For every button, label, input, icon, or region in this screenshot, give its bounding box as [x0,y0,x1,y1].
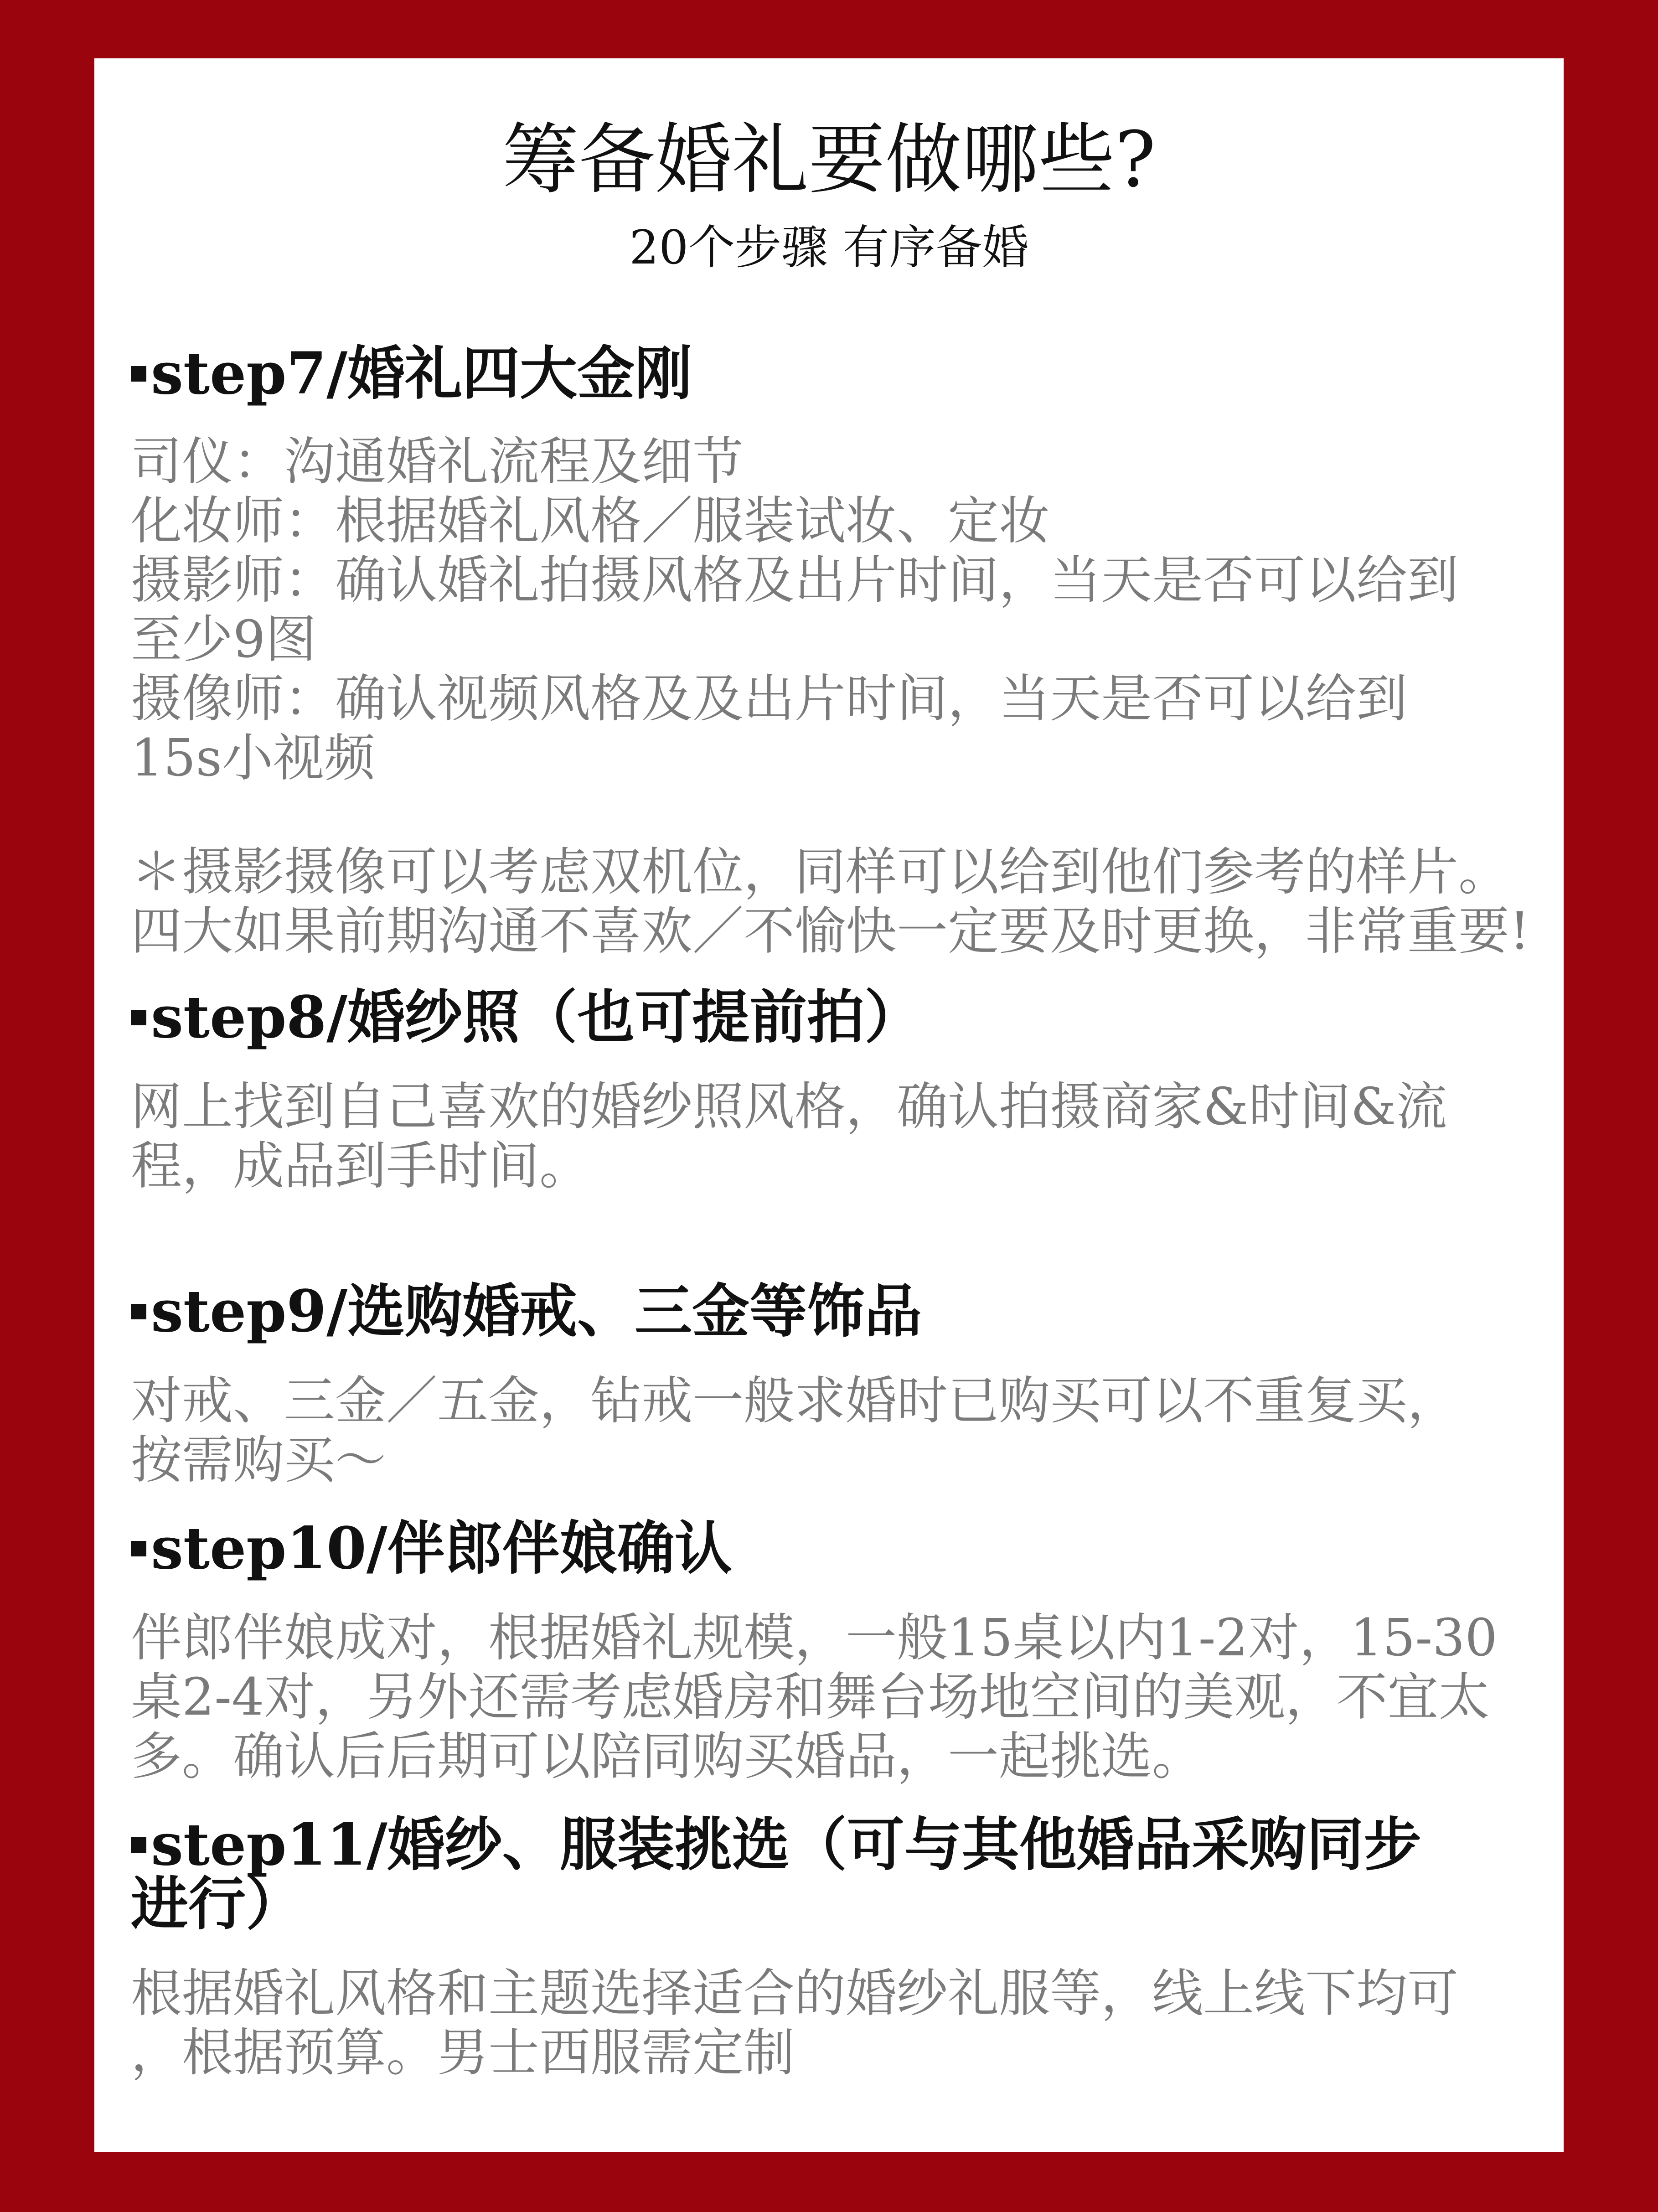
body-line: 摄像师：确认视频风格及及出片时间，当天是否可以给到 [131,669,1407,729]
section-heading-step10: step10/伴郎伴娘确认 [131,1519,1535,1577]
body-line: 对戒、三金／五金，钻戒一般求婚时已购买可以不重复买， [131,1371,1458,1431]
note-line: ＊摄影摄像可以考虑双机位，同样可以给到他们参考的样片。 [131,842,1509,902]
body-line: 至少9图 [131,610,317,669]
square-bullet-icon [131,366,146,382]
body-line: 摄影师：确认婚礼拍摄风格及出片时间，当天是否可以给到 [131,551,1458,610]
square-bullet-icon [131,1541,146,1556]
section-heading-step11-continued: 进行） [131,1870,303,1938]
body-line: 网上找到自己喜欢的婚纱照风格，确认拍摄商家&时间&流 [131,1077,1447,1137]
body-line: 多。确认后后期可以陪同购买婚品，一起挑选。 [131,1727,1203,1786]
body-line: 根据婚礼风格和主题选择适合的婚纱礼服等，线上线下均可 [131,1964,1458,2023]
content-card [94,58,1564,2152]
page-title: 筹备婚礼要做哪些? [502,115,1156,204]
note-line: 四大如果前期沟通不喜欢／不愉快一定要及时更换，非常重要! [131,902,1530,961]
body-line: 按需购买～ [131,1431,386,1490]
square-bullet-icon [131,1837,146,1853]
page-subtitle: 20个步骤 有序备婚 [629,221,1029,275]
section-heading-step11: step11/婚纱、服装挑选（可与其他婚品采购同步 [131,1816,1535,1873]
section-heading-step7: step7/婚礼四大金刚 [131,345,1535,402]
body-line: 15s小视频 [131,729,375,788]
body-line: 桌2-4对，另外还需考虑婚房和舞台场地空间的美观，不宜太 [131,1668,1490,1727]
body-line: 化妆师：根据婚礼风格／服装试妆、定妆 [131,491,1050,551]
section-heading-step9: step9/选购婚戒、三金等饰品 [131,1282,1535,1340]
square-bullet-icon [131,1010,146,1025]
body-line: ，根据预算。男士西服需定制 [131,2023,795,2083]
body-line: 司仪：沟通婚礼流程及细节 [131,432,744,491]
section-heading-step8: step8/婚纱照（也可提前拍） [131,988,1535,1046]
body-line: 伴郎伴娘成对，根据婚礼规模，一般15桌以内1-2对，15-30 [131,1608,1498,1668]
square-bullet-icon [131,1304,146,1319]
body-line: 程，成品到手时间。 [131,1137,590,1196]
